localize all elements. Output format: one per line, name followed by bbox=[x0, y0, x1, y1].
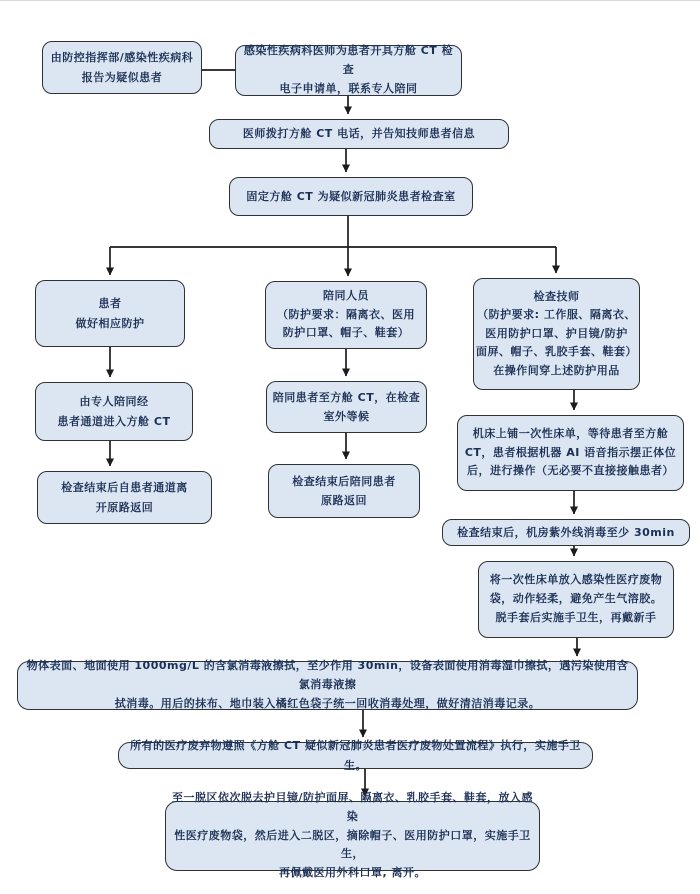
node-call-technician: 医师拨打方舱 CT 电话，并告知技师患者信息 bbox=[209, 119, 509, 149]
node-patient-enter-ct: 由专人陪同经 患者通道进入方舱 CT bbox=[35, 382, 193, 441]
node-patient-return: 检查结束后自患者通道离 开原路返回 bbox=[37, 471, 212, 524]
node-escort-requirements: 陪同人员 （防护要求：隔离衣、医用 防护口罩、帽子、鞋套） bbox=[265, 281, 427, 349]
node-patient-protection: 患者 做好相应防护 bbox=[35, 280, 185, 347]
node-medical-waste-process: 所有的医疗废弃物遵照《方舱 CT 疑似新冠肺炎患者医疗废物处置流程》执行，实施手卫生。 bbox=[118, 742, 593, 769]
node-bed-sheet-operate: 机床上铺一次性床单，等待患者至方舱 CT，患者根据机器 AI 语音指示摆正体位 后，进行操作（无必要不直接接触患者） bbox=[457, 415, 684, 491]
node-escort-return: 检查结束后陪同患者 原路返回 bbox=[268, 464, 420, 518]
node-technician-ppe: 检查技师 （防护要求: 工作服、隔离衣、 医用防护口罩、护目镜/防护 面屏、帽子、乳胶手套、鞋套） 在操作间穿上述防护用品 bbox=[473, 278, 640, 390]
node-sheet-waste-bag: 将一次性床单放入感染性医疗废物 袋，动作轻柔，避免产生气溶胶。 脱手套后实施手卫生，再戴新手 bbox=[478, 561, 674, 638]
node-order-ct-request: 感染性疾病科医师为患者开具方舱 CT 检查 电子申请单，联系专人陪同 bbox=[235, 45, 462, 96]
node-fixed-exam-room: 固定方舱 CT 为疑似新冠肺炎患者检查室 bbox=[229, 177, 473, 216]
node-doffing-area: 至一脱区依次脱去护目镜/防护面屏、隔离衣、乳胶手套、鞋套，放入感染 性医疗废物袋，然后进入二脱区，摘除帽子、医用防护口罩，实施手卫生， 再佩戴医用外科口罩, 离开。 bbox=[165, 801, 540, 871]
node-report-suspected: 由防控指挥部/感染性疾病科 报告为疑似患者 bbox=[42, 41, 202, 94]
node-uv-disinfect-30min: 检查结束后，机房紫外线消毒至少 30min bbox=[442, 519, 690, 546]
node-surface-disinfection: 物体表面、地面使用 1000mg/L 的含氯消毒液擦拭，至少作用 30min，设备表面使用消毒湿巾擦拭，遇污染使用含氯消毒液擦 拭消毒。用后的抹布、地巾装入橘红色袋子统一回收消毒处理，做好清洁消毒记录。 bbox=[17, 661, 638, 710]
node-escort-wait-outside: 陪同患者至方舱 CT，在检查 室外等候 bbox=[266, 381, 427, 433]
